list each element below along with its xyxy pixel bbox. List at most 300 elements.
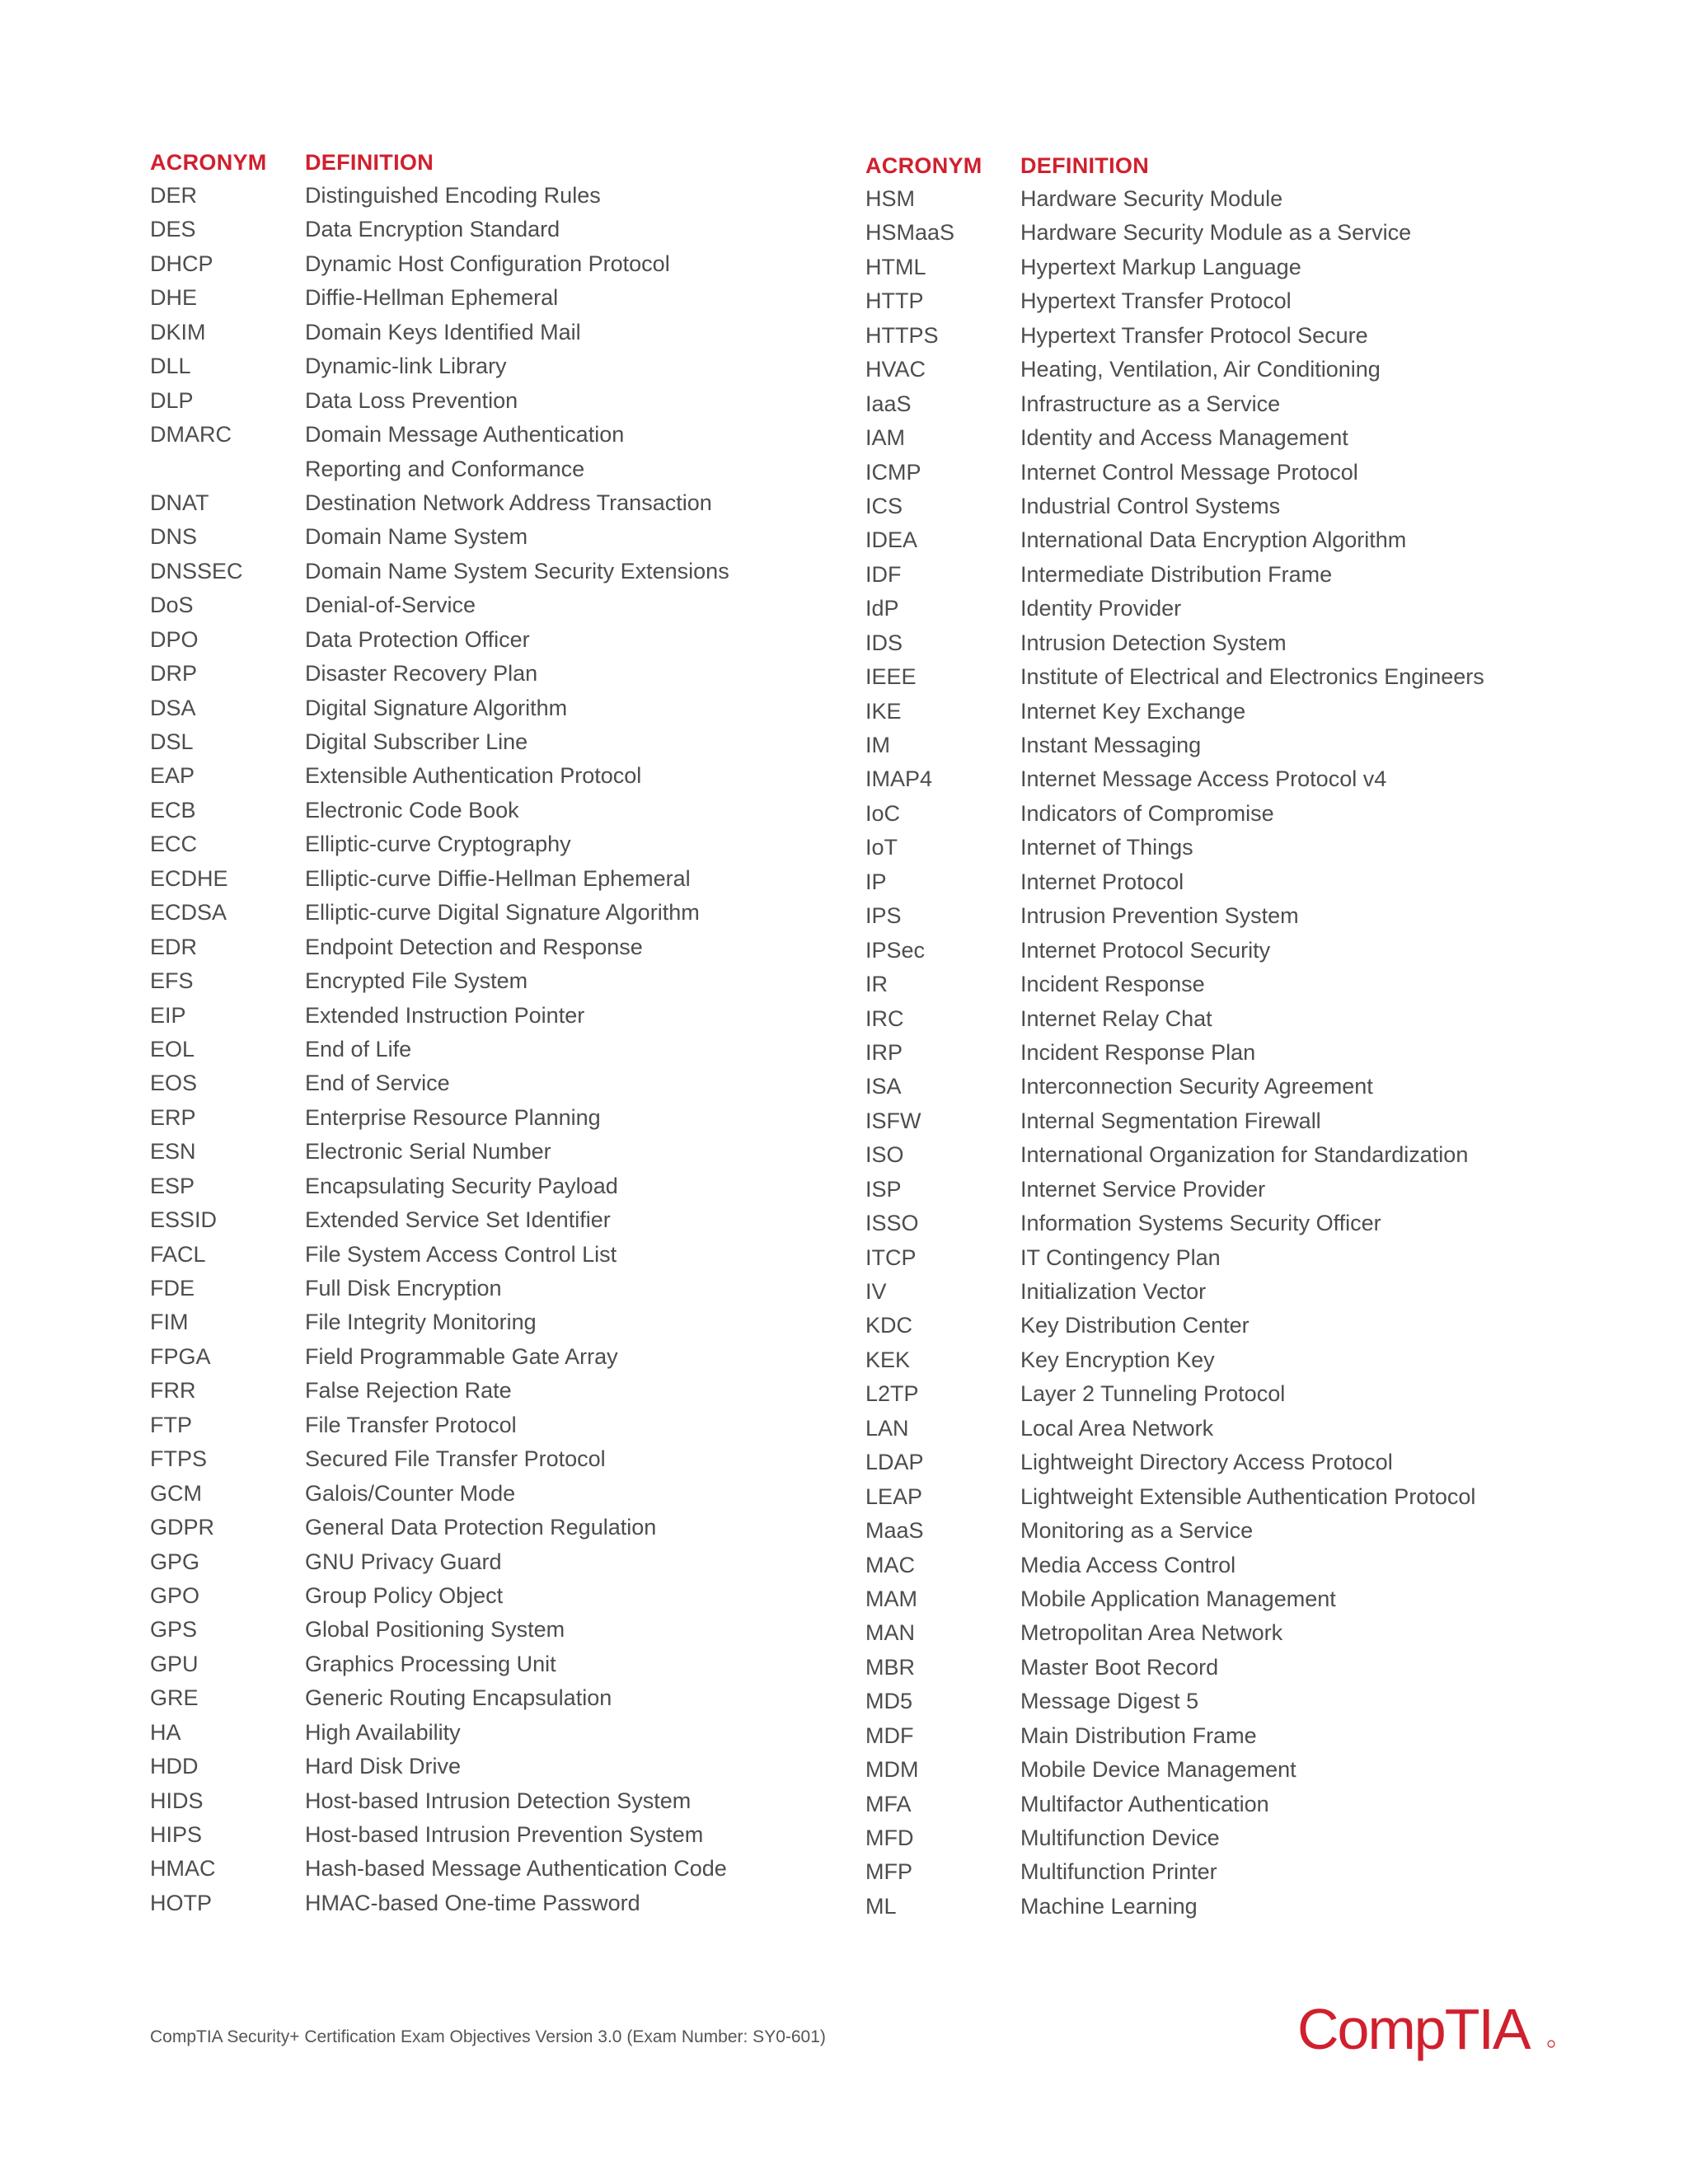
acronym-term: IoT bbox=[865, 835, 898, 860]
acronym-term: FTPS bbox=[150, 1446, 208, 1472]
acronym-term: MaaS bbox=[865, 1518, 924, 1544]
acronym-definition: Group Policy Object bbox=[305, 1582, 504, 1608]
acronym-term: MAM bbox=[865, 1586, 917, 1611]
acronym-term: IAM bbox=[865, 425, 906, 451]
acronym-row bbox=[150, 1891, 859, 1924]
acronym-definition: Lightweight Directory Access Protocol bbox=[1020, 1450, 1393, 1475]
acronym-row bbox=[865, 1381, 1574, 1415]
acronym-row bbox=[865, 869, 1574, 903]
acronym-definition: Hypertext Transfer Protocol bbox=[1020, 288, 1292, 314]
acronym-term: EOL bbox=[150, 1036, 195, 1062]
acronym-term: IM bbox=[865, 733, 890, 757]
acronym-definition: File Integrity Monitoring bbox=[305, 1310, 537, 1335]
acronym-row bbox=[865, 186, 1574, 220]
acronym-definition: Host-based Intrusion Detection System bbox=[305, 1788, 692, 1813]
acronym-term: DMARC bbox=[150, 422, 232, 448]
acronym-term: ISFW bbox=[865, 1108, 921, 1133]
footer-text: CompTIA Security+ Certification Exam Objectives Version 3.0 (Exam Number: SY0-601) bbox=[150, 2027, 826, 2046]
acronym-term: ECDSA bbox=[150, 900, 227, 926]
acronym-row bbox=[150, 900, 859, 934]
definition-header: DEFINITION bbox=[1020, 153, 1149, 178]
acronym-row bbox=[150, 524, 859, 558]
acronym-row bbox=[150, 1378, 859, 1412]
acronym-row bbox=[865, 1211, 1574, 1244]
acronym-term: FPGA bbox=[150, 1343, 211, 1369]
acronym-definition: Infrastructure as a Service bbox=[1020, 391, 1281, 416]
acronym-definition: File Transfer Protocol bbox=[305, 1412, 517, 1437]
acronym-definition: International Organization for Standardization bbox=[1020, 1142, 1469, 1168]
acronym-definition: Full Disk Encryption bbox=[305, 1276, 502, 1301]
acronym-row bbox=[150, 968, 859, 1002]
acronym-row bbox=[865, 425, 1574, 459]
acronym-row bbox=[150, 1685, 859, 1719]
acronym-definition: Field Programmable Gate Array bbox=[305, 1343, 618, 1369]
acronym-term: EAP bbox=[150, 763, 195, 789]
acronym-term: DER bbox=[150, 183, 198, 208]
acronym-list bbox=[865, 186, 1574, 1928]
acronym-definition: Encrypted File System bbox=[305, 968, 528, 994]
acronym-definition: Internet Key Exchange bbox=[1020, 698, 1246, 724]
acronym-column-right bbox=[865, 153, 1574, 1928]
acronym-definition: Data Protection Officer bbox=[305, 626, 530, 652]
acronym-row bbox=[150, 1481, 859, 1515]
comptia-logo bbox=[1296, 1993, 1559, 2067]
acronym-term: ECB bbox=[150, 797, 196, 823]
acronym-term: DNAT bbox=[150, 490, 209, 515]
acronym-row bbox=[150, 1515, 859, 1549]
acronym-term: HDD bbox=[150, 1754, 199, 1779]
acronym-row bbox=[150, 422, 859, 456]
logo-wordmark: CompTIA bbox=[1297, 1997, 1530, 2061]
acronym-term: DHE bbox=[150, 285, 198, 311]
acronym-definition: Enterprise Resource Planning bbox=[305, 1104, 601, 1130]
acronym-row bbox=[150, 1720, 859, 1754]
acronym-row bbox=[865, 766, 1574, 800]
acronym-row bbox=[865, 596, 1574, 630]
acronym-term: KEK bbox=[865, 1347, 911, 1372]
acronym-row bbox=[865, 1040, 1574, 1074]
acronym-row bbox=[150, 217, 859, 251]
acronym-definition: Instant Messaging bbox=[1020, 733, 1202, 757]
acronym-row bbox=[150, 593, 859, 626]
acronym-term: KDC bbox=[865, 1313, 913, 1338]
acronym-definition: Extended Instruction Pointer bbox=[305, 1002, 585, 1028]
acronym-row bbox=[865, 801, 1574, 835]
acronym-row bbox=[865, 1655, 1574, 1689]
acronym-term: MDM bbox=[865, 1757, 919, 1783]
acronym-term: HTML bbox=[865, 254, 926, 279]
acronym-row bbox=[865, 835, 1574, 869]
acronym-definition: HMAC-based One-time Password bbox=[305, 1890, 640, 1915]
acronym-term: GPU bbox=[150, 1651, 199, 1676]
acronym-term: FRR bbox=[150, 1378, 196, 1404]
acronym-definition: Host-based Intrusion Prevention System bbox=[305, 1822, 704, 1847]
acronym-term: IV bbox=[865, 1279, 887, 1304]
acronym-term: IR bbox=[865, 972, 888, 997]
acronym-definition: Hypertext Transfer Protocol Secure bbox=[1020, 322, 1368, 348]
acronym-term: IoC bbox=[865, 800, 901, 826]
acronym-row bbox=[865, 1757, 1574, 1791]
acronym-definition: Intrusion Detection System bbox=[1020, 630, 1287, 655]
acronym-row bbox=[865, 323, 1574, 357]
acronym-row bbox=[865, 1894, 1574, 1928]
acronym-row bbox=[865, 1074, 1574, 1108]
acronym-row bbox=[150, 1310, 859, 1343]
acronym-term: HVAC bbox=[865, 357, 926, 382]
acronym-row bbox=[865, 1313, 1574, 1347]
acronym-definition: Multifactor Authentication bbox=[1020, 1791, 1269, 1816]
acronym-row bbox=[150, 1652, 859, 1685]
acronym-definition: Domain Message Authentication bbox=[305, 422, 625, 448]
acronym-row bbox=[865, 255, 1574, 288]
acronym-row bbox=[150, 1344, 859, 1378]
acronym-term: GDPR bbox=[150, 1515, 215, 1540]
acronym-row bbox=[150, 183, 859, 217]
acronym-row bbox=[150, 1617, 859, 1651]
acronym-definition: Destination Network Address Transaction bbox=[305, 490, 712, 515]
acronym-row bbox=[150, 457, 859, 490]
acronym-row bbox=[150, 1003, 859, 1037]
acronym-term: MD5 bbox=[865, 1689, 913, 1714]
acronym-row bbox=[865, 1416, 1574, 1450]
acronym-definition: Disaster Recovery Plan bbox=[305, 661, 538, 687]
acronym-definition: Key Encryption Key bbox=[1020, 1347, 1215, 1372]
acronym-definition: International Data Encryption Algorithm bbox=[1020, 527, 1407, 553]
acronym-definition: Encapsulating Security Payload bbox=[305, 1173, 618, 1198]
acronym-definition: Heating, Ventilation, Air Conditioning bbox=[1020, 357, 1381, 382]
acronym-term: MFA bbox=[865, 1791, 912, 1816]
acronym-row bbox=[865, 733, 1574, 766]
acronym-definition: Internet Service Provider bbox=[1020, 1176, 1266, 1202]
acronym-list bbox=[150, 183, 859, 1924]
acronym-term: HTTP bbox=[865, 288, 924, 314]
acronym-definition: Elliptic-curve Digital Signature Algorithm bbox=[305, 900, 700, 926]
acronym-definition: General Data Protection Regulation bbox=[305, 1515, 657, 1540]
acronym-term: MFP bbox=[865, 1859, 912, 1885]
acronym-definition: Internet Control Message Protocol bbox=[1020, 459, 1358, 485]
acronym-definition: End of Service bbox=[305, 1071, 450, 1096]
acronym-definition: Galois/Counter Mode bbox=[305, 1480, 516, 1506]
acronym-row bbox=[865, 1245, 1574, 1279]
acronym-term: DSL bbox=[150, 729, 194, 754]
acronym-row bbox=[865, 1347, 1574, 1381]
acronym-term: IMAP4 bbox=[865, 766, 933, 792]
acronym-term: GPS bbox=[150, 1617, 198, 1643]
acronym-definition: Distinguished Encoding Rules bbox=[305, 183, 601, 208]
acronym-term: IRP bbox=[865, 1039, 903, 1065]
acronym-term: LAN bbox=[865, 1415, 909, 1441]
acronym-term: ISO bbox=[865, 1142, 904, 1168]
acronym-row bbox=[150, 1037, 859, 1071]
acronym-definition: Hypertext Markup Language bbox=[1020, 254, 1301, 279]
acronym-row bbox=[865, 1484, 1574, 1518]
acronym-column-left bbox=[150, 150, 859, 1924]
acronym-row bbox=[865, 288, 1574, 322]
acronym-term: FIM bbox=[150, 1310, 189, 1335]
acronym-term: DLP bbox=[150, 387, 194, 413]
acronym-row bbox=[865, 1177, 1574, 1211]
acronym-definition: Domain Name System bbox=[305, 524, 528, 550]
acronym-definition: Message Digest 5 bbox=[1020, 1689, 1199, 1714]
acronym-row bbox=[865, 357, 1574, 391]
acronym-row bbox=[865, 1689, 1574, 1722]
acronym-definition: Extended Service Set Identifier bbox=[305, 1207, 611, 1233]
acronym-definition: Endpoint Detection and Response bbox=[305, 934, 643, 959]
acronym-definition: Key Distribution Center bbox=[1020, 1313, 1250, 1338]
acronym-definition: Incident Response Plan bbox=[1020, 1039, 1256, 1065]
acronym-definition: Intrusion Prevention System bbox=[1020, 903, 1299, 929]
acronym-row bbox=[865, 494, 1574, 527]
acronym-definition: Internet Message Access Protocol v4 bbox=[1020, 766, 1387, 792]
acronym-row bbox=[150, 661, 859, 695]
acronym-term: GPO bbox=[150, 1582, 200, 1608]
acronym-term: ISP bbox=[865, 1176, 902, 1202]
acronym-row bbox=[865, 1279, 1574, 1313]
acronym-term: GPG bbox=[150, 1549, 200, 1574]
acronym-row bbox=[150, 1174, 859, 1207]
acronym-term: IDF bbox=[865, 561, 902, 587]
acronym-definition: Initialization Vector bbox=[1020, 1279, 1207, 1304]
acronym-term: ML bbox=[865, 1893, 897, 1919]
acronym-definition: Intermediate Distribution Frame bbox=[1020, 561, 1333, 587]
acronym-definition: Reporting and Conformance bbox=[305, 456, 585, 481]
acronym-term: MAN bbox=[865, 1620, 915, 1646]
acronym-term: HIPS bbox=[150, 1822, 203, 1847]
acronym-row bbox=[150, 832, 859, 865]
acronym-row bbox=[150, 559, 859, 593]
acronym-term: LEAP bbox=[865, 1483, 923, 1509]
acronym-term: HA bbox=[150, 1719, 181, 1745]
acronym-definition: IT Contingency Plan bbox=[1020, 1244, 1221, 1270]
column-header bbox=[865, 153, 1574, 186]
acronym-row bbox=[865, 391, 1574, 425]
acronym-row bbox=[865, 460, 1574, 494]
acronym-definition: Mobile Application Management bbox=[1020, 1586, 1336, 1611]
acronym-row bbox=[865, 1723, 1574, 1757]
acronym-definition: Master Boot Record bbox=[1020, 1654, 1219, 1680]
acronym-row bbox=[865, 1792, 1574, 1825]
registered-mark-icon bbox=[1548, 2041, 1554, 2047]
acronym-definition: Machine Learning bbox=[1020, 1893, 1198, 1919]
acronym-definition: Identity Provider bbox=[1020, 596, 1182, 621]
acronym-definition: Internal Segmentation Firewall bbox=[1020, 1108, 1321, 1133]
acronym-definition: Denial-of-Service bbox=[305, 593, 476, 618]
acronym-term: DKIM bbox=[150, 319, 206, 344]
acronym-term: LDAP bbox=[865, 1450, 924, 1475]
acronym-term: DHCP bbox=[150, 251, 213, 276]
acronym-term: HSMaaS bbox=[865, 220, 955, 246]
acronym-row bbox=[150, 1139, 859, 1173]
acronym-row bbox=[150, 490, 859, 524]
acronym-definition: Dynamic-link Library bbox=[305, 354, 507, 379]
acronym-row bbox=[865, 562, 1574, 596]
acronym-definition: Incident Response bbox=[1020, 972, 1205, 997]
acronym-row bbox=[865, 664, 1574, 698]
acronym-term: IDEA bbox=[865, 527, 918, 553]
acronym-definition: Domain Name System Security Extensions bbox=[305, 558, 729, 583]
acronym-row bbox=[150, 320, 859, 354]
acronym-definition: Internet of Things bbox=[1020, 835, 1193, 860]
acronym-term: DLL bbox=[150, 354, 191, 379]
acronym-row bbox=[150, 388, 859, 422]
acronym-header: ACRONYM bbox=[150, 150, 267, 175]
acronym-definition: End of Life bbox=[305, 1036, 412, 1062]
acronym-row bbox=[865, 1586, 1574, 1620]
acronym-term: GCM bbox=[150, 1480, 202, 1506]
acronym-term: IaaS bbox=[865, 391, 912, 416]
acronym-definition: Global Positioning System bbox=[305, 1617, 565, 1643]
acronym-row bbox=[865, 630, 1574, 664]
acronym-definition: Digital Signature Algorithm bbox=[305, 695, 568, 720]
acronym-term: DSA bbox=[150, 695, 196, 720]
acronym-definition: Hardware Security Module as a Service bbox=[1020, 220, 1412, 246]
acronym-definition: Elliptic-curve Diffie-Hellman Ephemeral bbox=[305, 865, 691, 891]
acronym-term: ICMP bbox=[865, 459, 921, 485]
acronym-term: HIDS bbox=[150, 1788, 204, 1813]
acronym-definition: Layer 2 Tunneling Protocol bbox=[1020, 1381, 1286, 1407]
acronym-row bbox=[150, 1549, 859, 1583]
acronym-term: IPSec bbox=[865, 937, 926, 963]
acronym-definition: Media Access Control bbox=[1020, 1552, 1236, 1577]
acronym-term: IPS bbox=[865, 903, 902, 929]
acronym-definition: Data Encryption Standard bbox=[305, 217, 560, 242]
acronym-definition: Hardware Security Module bbox=[1020, 186, 1283, 211]
acronym-term: MAC bbox=[865, 1552, 915, 1577]
acronym-row bbox=[150, 627, 859, 661]
acronym-row bbox=[150, 1583, 859, 1617]
acronym-term: ESP bbox=[150, 1173, 195, 1198]
acronym-definition: Interconnection Security Agreement bbox=[1020, 1074, 1373, 1099]
acronym-term: IKE bbox=[865, 698, 902, 724]
acronym-row bbox=[150, 354, 859, 387]
acronym-definition: Digital Subscriber Line bbox=[305, 729, 528, 754]
acronym-term: ISSO bbox=[865, 1211, 919, 1236]
acronym-row bbox=[150, 1754, 859, 1788]
column-header bbox=[150, 150, 859, 183]
acronym-row bbox=[150, 1105, 859, 1139]
acronym-definition: Internet Protocol Security bbox=[1020, 937, 1271, 963]
acronym-term: IdP bbox=[865, 596, 899, 621]
acronym-term: ECC bbox=[150, 832, 198, 857]
acronym-definition: Identity and Access Management bbox=[1020, 425, 1348, 451]
acronym-row bbox=[865, 1518, 1574, 1552]
acronym-row bbox=[150, 696, 859, 729]
acronym-term: MBR bbox=[865, 1654, 915, 1680]
acronym-definition: Industrial Control Systems bbox=[1020, 493, 1281, 518]
acronym-definition: Multifunction Printer bbox=[1020, 1859, 1217, 1885]
acronym-definition: Lightweight Extensible Authentication Protocol bbox=[1020, 1483, 1476, 1509]
acronym-row bbox=[150, 1446, 859, 1480]
acronym-term: EFS bbox=[150, 968, 194, 994]
acronym-term: ITCP bbox=[865, 1244, 917, 1270]
acronym-definition: High Availability bbox=[305, 1719, 461, 1745]
acronym-term: ERP bbox=[150, 1104, 196, 1130]
acronym-definition: Information Systems Security Officer bbox=[1020, 1211, 1381, 1236]
acronym-term: DoS bbox=[150, 593, 194, 618]
acronym-definition: GNU Privacy Guard bbox=[305, 1549, 502, 1574]
acronym-row bbox=[150, 285, 859, 319]
acronym-term: HTTPS bbox=[865, 322, 939, 348]
acronym-term: DPO bbox=[150, 626, 199, 652]
acronym-term: HMAC bbox=[150, 1856, 216, 1882]
acronym-term: L2TP bbox=[865, 1381, 919, 1407]
acronym-row bbox=[865, 1450, 1574, 1483]
acronym-row bbox=[150, 763, 859, 797]
acronym-definition: Monitoring as a Service bbox=[1020, 1518, 1254, 1544]
acronym-definition: Extensible Authentication Protocol bbox=[305, 763, 642, 789]
acronym-definition: Local Area Network bbox=[1020, 1415, 1214, 1441]
acronym-row bbox=[150, 935, 859, 968]
acronym-row bbox=[865, 903, 1574, 937]
acronym-row bbox=[865, 220, 1574, 254]
acronym-row bbox=[150, 1856, 859, 1890]
acronym-term: IP bbox=[865, 869, 887, 894]
acronym-term: IEEE bbox=[865, 664, 917, 690]
acronym-term: ISA bbox=[865, 1074, 902, 1099]
acronym-term: FACL bbox=[150, 1241, 206, 1267]
acronym-term: IRC bbox=[865, 1005, 904, 1031]
acronym-row bbox=[150, 1822, 859, 1856]
acronym-row bbox=[865, 1825, 1574, 1859]
acronym-definition: Electronic Code Book bbox=[305, 797, 519, 823]
acronym-row bbox=[865, 972, 1574, 1005]
acronym-row bbox=[150, 1413, 859, 1446]
acronym-term: EOS bbox=[150, 1071, 198, 1096]
acronym-term: FDE bbox=[150, 1276, 195, 1301]
acronym-row bbox=[865, 1859, 1574, 1893]
acronym-definition: Diffie-Hellman Ephemeral bbox=[305, 285, 559, 311]
acronym-row bbox=[150, 798, 859, 832]
acronym-definition: Generic Routing Encapsulation bbox=[305, 1685, 612, 1711]
acronym-definition: Graphics Processing Unit bbox=[305, 1651, 556, 1676]
acronym-term: GRE bbox=[150, 1685, 199, 1711]
acronym-row bbox=[865, 1620, 1574, 1654]
acronym-term: HOTP bbox=[150, 1890, 213, 1915]
acronym-term: ICS bbox=[865, 493, 903, 518]
acronym-definition: Institute of Electrical and Electronics Engineers bbox=[1020, 664, 1484, 690]
acronym-definition: Electronic Serial Number bbox=[305, 1139, 551, 1165]
acronym-definition: Data Loss Prevention bbox=[305, 387, 518, 413]
acronym-term: EIP bbox=[150, 1002, 186, 1028]
acronym-definition: Elliptic-curve Cryptography bbox=[305, 832, 571, 857]
acronym-header: ACRONYM bbox=[865, 153, 982, 178]
acronym-term: MDF bbox=[865, 1722, 914, 1748]
acronym-definition: Mobile Device Management bbox=[1020, 1757, 1296, 1783]
acronym-row bbox=[150, 1242, 859, 1276]
acronym-row bbox=[865, 1553, 1574, 1586]
acronym-definition: Domain Keys Identified Mail bbox=[305, 319, 581, 344]
acronym-definition: Secured File Transfer Protocol bbox=[305, 1446, 606, 1472]
acronym-term: ECDHE bbox=[150, 865, 228, 891]
acronym-term: FTP bbox=[150, 1412, 192, 1437]
definition-header: DEFINITION bbox=[305, 150, 434, 175]
acronym-row bbox=[865, 1142, 1574, 1176]
acronym-row bbox=[865, 1108, 1574, 1142]
acronym-row bbox=[150, 1276, 859, 1310]
acronym-row bbox=[865, 938, 1574, 972]
acronym-row bbox=[865, 527, 1574, 561]
acronym-row bbox=[150, 251, 859, 285]
acronym-definition: False Rejection Rate bbox=[305, 1378, 512, 1404]
acronym-definition: Hard Disk Drive bbox=[305, 1754, 462, 1779]
acronym-term: DNS bbox=[150, 524, 198, 550]
acronym-term: IDS bbox=[865, 630, 903, 655]
acronym-definition: Dynamic Host Configuration Protocol bbox=[305, 251, 670, 276]
acronym-row bbox=[150, 729, 859, 763]
acronym-term: DRP bbox=[150, 661, 198, 687]
acronym-definition: Indicators of Compromise bbox=[1020, 800, 1274, 826]
acronym-row bbox=[150, 1207, 859, 1241]
